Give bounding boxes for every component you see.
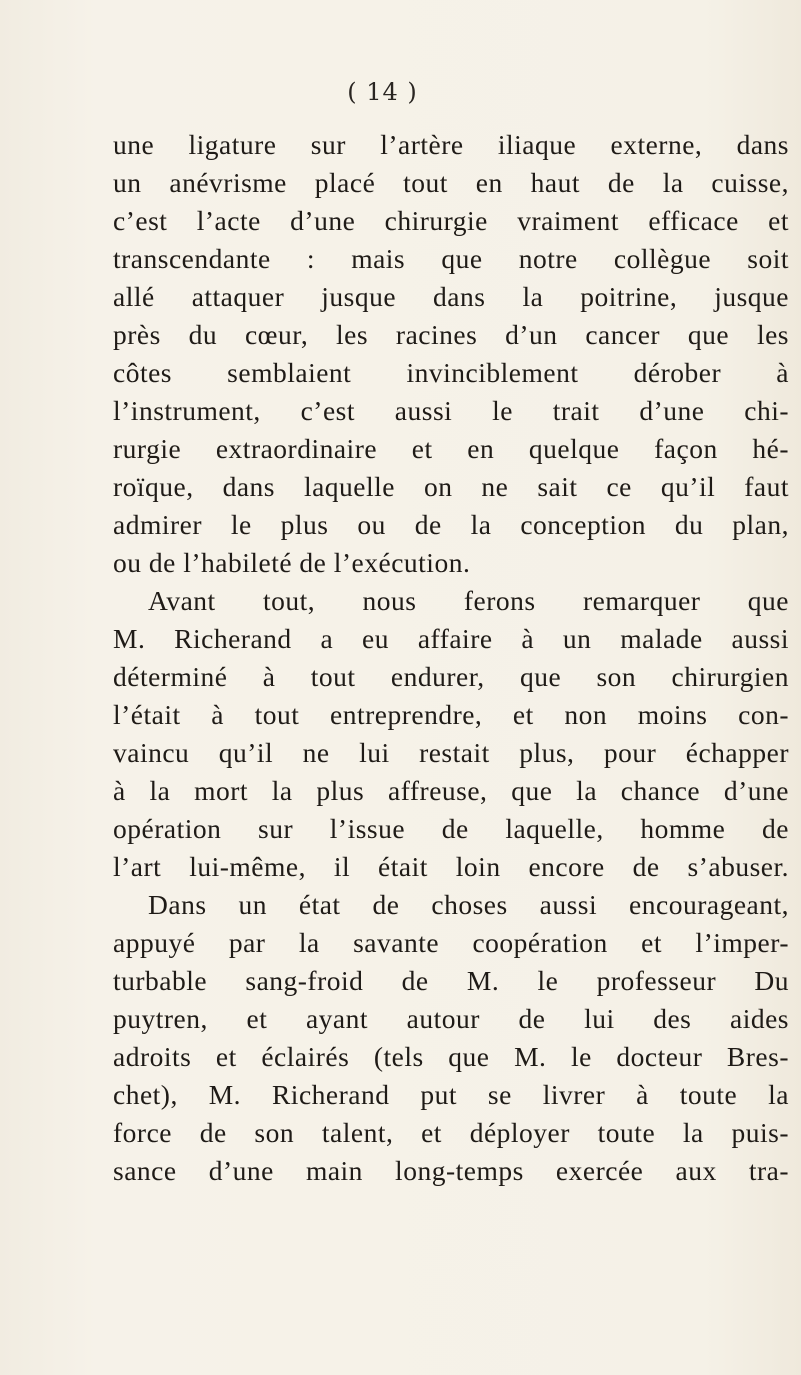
- text-line: ou de l’habileté de l’exécution.: [113, 547, 471, 578]
- text-line: admirer le plus ou de la conception du plan,: [113, 509, 789, 540]
- text-line: sance d’une main long-temps exercée aux tra-: [113, 1155, 789, 1186]
- text-line: l’art lui-même, il était loin encore de s’abuser.: [113, 851, 789, 882]
- text-line: déterminé à tout endurer, que son chirurgien: [113, 661, 789, 692]
- text-line: adroits et éclairés (tels que M. le docteur Bres-: [113, 1041, 789, 1072]
- text-line: rurgie extraordinaire et en quelque façon hé-: [113, 433, 789, 464]
- text-line: appuyé par la savante coopération et l’imper-: [113, 927, 789, 958]
- text-line: vaincu qu’il ne lui restait plus, pour échapper: [113, 737, 789, 768]
- page-number: ( 14 ): [347, 78, 418, 106]
- text-line: l’instrument, c’est aussi le trait d’une chi-: [113, 395, 789, 426]
- text-line: chet), M. Richerand put se livrer à toute la: [113, 1079, 789, 1110]
- text-line: près du cœur, les racines d’un cancer que les: [113, 319, 789, 350]
- text-line: c’est l’acte d’une chirurgie vraiment efficace et: [113, 205, 789, 236]
- text-line: force de son talent, et déployer toute la puis-: [113, 1117, 789, 1148]
- text-line: puytren, et ayant autour de lui des aides: [113, 1003, 789, 1034]
- text-line: allé attaquer jusque dans la poitrine, jusque: [113, 281, 789, 312]
- text-line: un anévrisme placé tout en haut de la cuisse,: [113, 167, 789, 198]
- paragraph-start-line: Dans un état de choses aussi encourageant,: [148, 889, 789, 920]
- text-line: à la mort la plus affreuse, que la chance d’une: [113, 775, 789, 806]
- text-line: l’était à tout entreprendre, et non moins con-: [113, 699, 789, 730]
- paragraph-start-line: Avant tout, nous ferons remarquer que: [148, 585, 789, 616]
- text-line: transcendante : mais que notre collègue soit: [113, 243, 789, 274]
- text-line: opération sur l’issue de laquelle, homme de: [113, 813, 789, 844]
- text-line: côtes semblaient invinciblement dérober à: [113, 357, 789, 388]
- text-line: turbable sang-froid de M. le professeur Du: [113, 965, 789, 996]
- text-line: roïque, dans laquelle on ne sait ce qu’il faut: [113, 471, 789, 502]
- text-line: M. Richerand a eu affaire à un malade aussi: [113, 623, 789, 654]
- text-line: une ligature sur l’artère iliaque externe, dans: [113, 129, 789, 160]
